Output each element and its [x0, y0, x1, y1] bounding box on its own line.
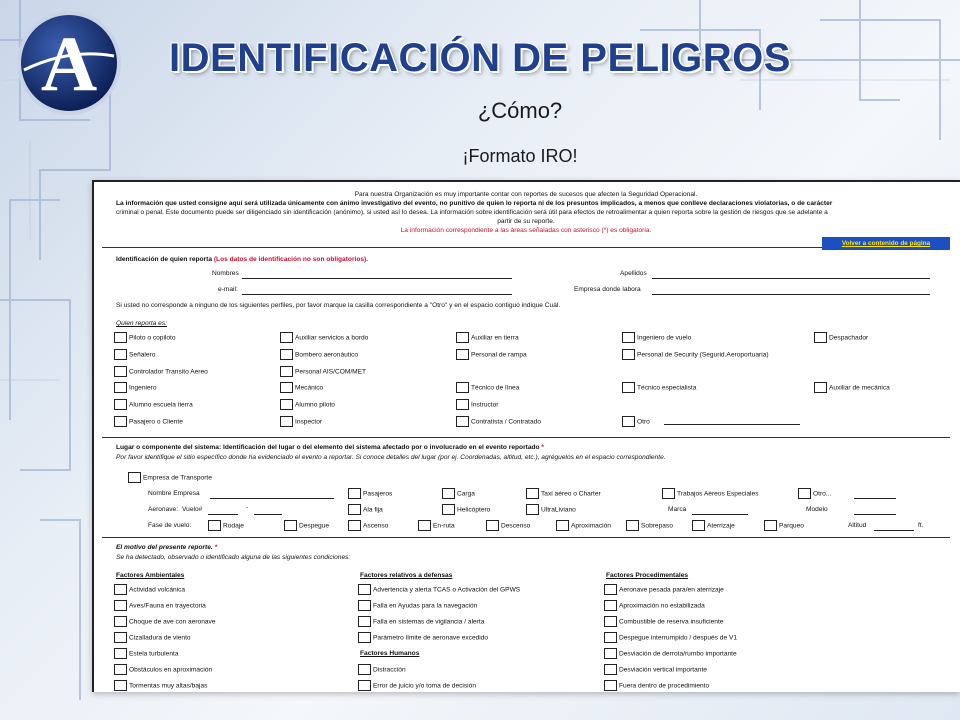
phase-label: Rodaje — [223, 522, 244, 530]
format-label: ¡Formato IRO! — [462, 146, 578, 166]
phase-label: Ascenso — [363, 522, 389, 530]
marca-label: Marca — [668, 506, 687, 513]
factor-checkbox[interactable] — [604, 648, 617, 659]
factor-label: Desviación vertical importante — [619, 666, 707, 674]
factor-label: Distracción — [373, 666, 406, 674]
id-instruction: Si usted no corresponde a ninguno de los siguientes perfiles, por favor marque la casilla correspondiente a "Otro" y en el espacio contiguo indique Cuál. — [116, 302, 561, 309]
factor-label: Obstáculos en aproximación — [129, 666, 213, 674]
role-label: Inspector — [295, 418, 323, 426]
nombre-empresa-field[interactable] — [210, 490, 334, 499]
intro-line-3: criminal o penal. Este documento puede ser diligenciado sin identificación (anónimo), si usted así lo desea. La información sobre identificación será útil para efectos de retroalimentar a quien reporta sobre la gestión de riesgos que se adelante a — [116, 209, 828, 216]
role-checkbox[interactable] — [456, 332, 469, 343]
id-heading-note: (Los datos de identificación no son obligatorios). — [213, 256, 369, 263]
otro-role-field[interactable] — [664, 416, 800, 425]
factor-checkbox[interactable] — [358, 616, 371, 627]
factores-ambientales-heading: Factores Ambientales — [116, 572, 185, 579]
quien-reporta-label: Quien reporta es: — [116, 320, 167, 327]
factor-checkbox[interactable] — [358, 680, 371, 691]
factor-checkbox[interactable] — [114, 648, 127, 659]
phase-label: Despegue — [299, 522, 330, 530]
phase-label: Sobrepaso — [641, 522, 673, 530]
factor-checkbox[interactable] — [604, 600, 617, 611]
logo-letter: A — [40, 20, 98, 107]
fase-label: Fase de vuelo: — [148, 522, 192, 529]
role-label: Pasajero o Cliente — [129, 418, 183, 426]
role-label: Ingeniero — [129, 384, 157, 392]
phase-checkbox[interactable] — [284, 520, 297, 531]
motive-asterisk: * — [214, 544, 218, 551]
factor-label: Cizalladura de viento — [129, 634, 191, 642]
factor-label: Actividad volcánica — [129, 586, 186, 594]
type-checkbox[interactable] — [526, 488, 539, 499]
role-checkbox[interactable] — [114, 366, 127, 377]
role-checkbox[interactable] — [456, 399, 469, 410]
role-checkbox[interactable] — [280, 366, 293, 377]
role-label: Mecánico — [295, 384, 324, 392]
factor-label: Tormentas muy altas/bajas — [129, 682, 208, 690]
factor-label: Falla en sistemas de vigilancia / alerta — [373, 618, 485, 626]
altitud-field[interactable] — [874, 522, 914, 531]
apellidos-field[interactable] — [652, 270, 930, 279]
phase-label: Aterrizaje — [707, 522, 735, 530]
role-checkbox[interactable] — [114, 382, 127, 393]
role-checkbox[interactable] — [114, 399, 127, 410]
factor-checkbox[interactable] — [114, 664, 127, 675]
phase-checkbox[interactable] — [692, 520, 705, 531]
phase-label: En-ruta — [433, 522, 455, 530]
factor-checkbox[interactable] — [114, 584, 127, 595]
aircraft-label: Helicóptero — [457, 506, 491, 514]
factor-checkbox[interactable] — [114, 600, 127, 611]
intro-line-2: La información que usted consigne aquí será utilizada únicamente con ánimo investigativo del evento, no punitivo de quien lo reporta ni de los presuntos implicados, a menos que conlleve declaraciones violatorias, o de carácter — [116, 200, 833, 207]
type-label: Taxi aéreo o Charter — [541, 490, 601, 498]
iro-form-image — [92, 180, 960, 692]
factor-label: Parámetro límite de aeronave excedido — [373, 634, 489, 642]
factor-checkbox[interactable] — [604, 680, 617, 691]
subtitle-how: ¿Cómo? — [477, 98, 563, 123]
role-label: Técnico de línea — [471, 384, 520, 392]
reporter-id-section — [102, 248, 950, 438]
phase-checkbox[interactable] — [418, 520, 431, 531]
role-checkbox[interactable] — [622, 416, 635, 427]
role-label: Otro — [637, 418, 650, 426]
phase-checkbox[interactable] — [348, 520, 361, 531]
role-label: Auxiliar servicios a bordo — [295, 334, 369, 342]
factor-label: Aproximación no estabilizada — [619, 602, 705, 610]
vuelo-dash: - — [246, 504, 249, 511]
factor-checkbox[interactable] — [358, 664, 371, 675]
factor-label: Estela turbulenta — [129, 650, 179, 658]
role-checkbox[interactable] — [456, 416, 469, 427]
role-checkbox[interactable] — [280, 416, 293, 427]
apellidos-label: Apellidos — [620, 270, 647, 277]
role-label: Técnico especialista — [637, 384, 697, 392]
modelo-label: Modelo — [806, 506, 828, 513]
email-field[interactable] — [242, 286, 512, 295]
factor-label: Combustible de reserva insuficiente — [619, 618, 724, 626]
factor-label: Error de juicio y/o toma de decisión — [373, 682, 476, 690]
otro-type-field[interactable] — [854, 490, 896, 499]
type-checkbox[interactable] — [442, 488, 455, 499]
role-label: Bombero aeronáutico — [295, 351, 359, 359]
phase-checkbox[interactable] — [764, 520, 777, 531]
factores-defensas-heading: Factores relativos a defensas — [360, 572, 453, 579]
role-checkbox[interactable] — [622, 349, 635, 360]
role-checkbox[interactable] — [114, 349, 127, 360]
type-checkbox[interactable] — [662, 488, 675, 499]
phase-checkbox[interactable] — [208, 520, 221, 531]
form-intro-section — [102, 182, 950, 248]
role-label: Alumno escuela tierra — [129, 401, 193, 409]
empresa-label: Empresa donde labora — [574, 286, 641, 293]
factor-label: Desviación de derrota/rumbo importante — [619, 650, 737, 658]
role-label: Piloto o copiloto — [129, 334, 176, 342]
role-checkbox[interactable] — [280, 399, 293, 410]
role-label: Instructor — [471, 401, 499, 409]
type-label: Otro... — [813, 490, 832, 498]
intro-mandatory-note: La información correspondiente a las áreas señaladas con asterisco (*) es obligatoria. — [400, 227, 652, 234]
aircraft-label: Ala fija — [363, 506, 383, 514]
role-checkbox[interactable] — [814, 332, 827, 343]
factor-label: Aves/Fauna en trayectoria — [129, 602, 206, 610]
nombres-label: Nombres — [212, 270, 239, 277]
aircraft-checkbox[interactable] — [442, 504, 455, 515]
role-label: Señalero — [129, 351, 156, 359]
role-label: Ingeniero de vuelo — [637, 334, 692, 342]
email-label: e-mail: — [218, 286, 238, 293]
factor-checkbox[interactable] — [114, 616, 127, 627]
factor-checkbox[interactable] — [604, 616, 617, 627]
factor-checkbox[interactable] — [114, 680, 127, 691]
intro-line-1: Para nuestra Organización es muy importante contar con reportes de sucesos que afecten la Seguridad Operacional. — [354, 191, 698, 198]
type-label: Carga — [457, 490, 475, 498]
factor-checkbox[interactable] — [604, 664, 617, 675]
vuelo-field-2[interactable] — [254, 506, 282, 515]
empresa-transporte-checkbox[interactable] — [128, 472, 141, 483]
role-label: Auxiliar en tierra — [471, 334, 519, 342]
empresa-transporte-label: Empresa de Transporte — [143, 474, 212, 482]
factor-checkbox[interactable] — [358, 600, 371, 611]
type-label: Pasajeros — [363, 490, 393, 498]
motive-sub: Se ha detectado, observado o identificado alguna de las siguientes condiciones: — [116, 554, 351, 561]
factor-label: Advertencia y alerta TCAS o Activación del GPWS — [373, 586, 521, 594]
motive-heading: El motivo del presente reporte. — [116, 544, 213, 551]
factor-checkbox[interactable] — [114, 632, 127, 643]
role-checkbox[interactable] — [814, 382, 827, 393]
role-label: Despachador — [829, 334, 869, 342]
role-label: Alumno piloto — [295, 401, 335, 409]
ft-label: ft. — [918, 522, 924, 529]
factor-label: Aeronave pesada para/en aterrizaje — [619, 586, 724, 594]
role-checkbox[interactable] — [114, 332, 127, 343]
place-asterisk: * — [541, 444, 544, 451]
back-to-content-button[interactable]: Volver a contenido de página — [822, 237, 950, 250]
aircraft-checkbox[interactable] — [348, 504, 361, 515]
factores-humanos-heading: Factores Humanos — [360, 650, 420, 657]
role-checkbox[interactable] — [456, 382, 469, 393]
vuelo-label: Vuelo# — [182, 506, 203, 513]
factor-label: Fuera dentro de procedimiento — [619, 682, 710, 690]
role-label: Personal de Security (Segurid.Aeroportuaria) — [637, 351, 769, 359]
role-checkbox[interactable] — [456, 349, 469, 360]
place-section — [102, 438, 950, 538]
factor-label: Choque de ave con aeronave — [129, 618, 216, 626]
factores-procedimentales-heading: Factores Procedimentales — [606, 572, 689, 579]
id-heading: Identificación de quien reporta — [116, 256, 212, 263]
role-checkbox[interactable] — [622, 332, 635, 343]
phase-checkbox[interactable] — [556, 520, 569, 531]
role-checkbox[interactable] — [280, 332, 293, 343]
phase-checkbox[interactable] — [486, 520, 499, 531]
phase-label: Parqueo — [779, 522, 804, 530]
role-label: Personal AIS/COM/MET — [295, 368, 367, 376]
role-checkbox[interactable] — [114, 416, 127, 427]
role-label: Controlador Transito Aereo — [129, 368, 208, 376]
factor-checkbox[interactable] — [358, 632, 371, 643]
phase-checkbox[interactable] — [626, 520, 639, 531]
altitud-label: Altitud — [848, 522, 867, 529]
place-heading: Lugar o componente del sistema: Identificación del lugar o del elemento del sistema afectado por o involucrado en el evento reportado — [116, 444, 540, 451]
page-title: IDENTIFICACIÓN DE PELIGROS — [169, 36, 791, 80]
role-label: Contratista / Contratado — [471, 418, 542, 426]
motive-section — [102, 538, 950, 692]
vuelo-field-1[interactable] — [208, 506, 238, 515]
marca-field[interactable] — [692, 506, 748, 515]
place-instruction: Por favor identifique el sitio específico donde ha evidenciado el evento a reportar. Si conoce detalles del lugar (por ej. Coordenadas, altitud, etc.), agréguelos en el espacio correspondiente. — [116, 454, 666, 461]
nombre-empresa-label: Nombre Empresa — [148, 490, 200, 497]
role-label: Auxiliar de mecánica — [829, 384, 890, 392]
type-checkbox[interactable] — [348, 488, 361, 499]
type-label: Trabajos Aéreos Especiales — [677, 490, 759, 498]
empresa-field[interactable] — [652, 286, 930, 295]
role-checkbox[interactable] — [280, 382, 293, 393]
aeronave-label: Aeronave: — [148, 506, 179, 513]
type-checkbox[interactable] — [798, 488, 811, 499]
phase-label: Aproximación — [571, 522, 611, 530]
factor-checkbox[interactable] — [358, 584, 371, 595]
role-checkbox[interactable] — [280, 349, 293, 360]
aircraft-checkbox[interactable] — [526, 504, 539, 515]
intro-line-4: partir de su reporte. — [497, 218, 555, 225]
role-label: Personal de rampa — [471, 351, 527, 359]
factor-label: Despegue interrumpido / después de V1 — [619, 634, 738, 642]
phase-label: Descenso — [501, 522, 531, 530]
factor-checkbox[interactable] — [604, 584, 617, 595]
factor-label: Falla en Ayudas para la navegación — [373, 602, 478, 610]
modelo-field[interactable] — [854, 506, 896, 515]
role-checkbox[interactable] — [622, 382, 635, 393]
nombres-field[interactable] — [242, 270, 512, 279]
aircraft-label: UltraLiviano — [541, 506, 576, 514]
factor-checkbox[interactable] — [604, 632, 617, 643]
